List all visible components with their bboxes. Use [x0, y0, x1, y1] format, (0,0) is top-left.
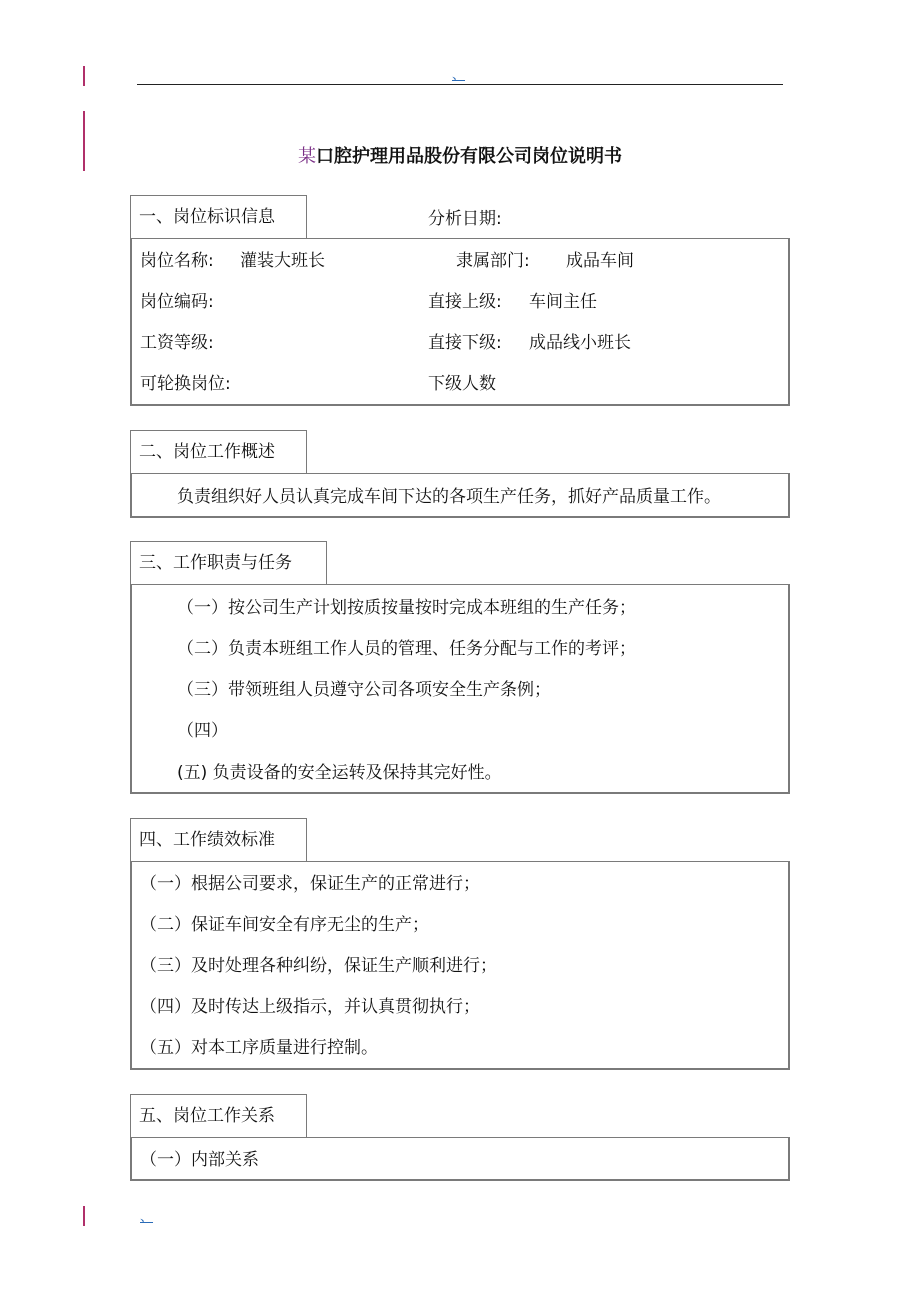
- sub-count-label: 下级人数: [428, 374, 496, 394]
- section4-item: （一）根据公司要求，保证生产的正常进行；: [140, 874, 480, 894]
- section3-item: （四）: [177, 721, 228, 741]
- title-first-char: 某: [298, 146, 316, 167]
- section3-item: (五) 负责设备的安全运转及保持其完好性。: [177, 763, 502, 783]
- subordinate-label: 直接下级:: [428, 333, 502, 353]
- header-rule: [137, 84, 783, 85]
- post-name-label: 岗位名称:: [140, 251, 214, 271]
- page-title: [0, 142, 920, 168]
- section4-item: （三）及时处理各种纠纷，保证生产顺利进行；: [140, 956, 497, 976]
- section4-heading: 四、工作绩效标准: [130, 818, 307, 861]
- superior-value: 车间主任: [529, 292, 597, 312]
- section4-item: （五）对本工序质量进行控制。: [140, 1038, 378, 1058]
- title-rest: 口腔护理用品股份有限公司岗位说明书: [316, 146, 622, 167]
- subordinate-value: 成品线小班长: [529, 333, 631, 353]
- post-code-label: 岗位编码:: [140, 292, 214, 312]
- margin-mark-top: [83, 66, 85, 86]
- department-value: 成品车间: [566, 251, 634, 271]
- section1-heading: 一、岗位标识信息: [130, 195, 307, 238]
- footer-mark: 、: [140, 1210, 154, 1225]
- section3-item: （一）按公司生产计划按质按量按时完成本班组的生产任务；: [177, 598, 636, 618]
- section5-heading: 五、岗位工作关系: [130, 1094, 307, 1137]
- section4-item: （四）及时传达上级指示，并认真贯彻执行；: [140, 997, 480, 1017]
- header-mark: 、: [452, 68, 466, 83]
- department-label: 隶属部门:: [456, 251, 530, 271]
- section5-item: （一）内部关系: [140, 1150, 259, 1170]
- section3-item: （二）负责本班组工作人员的管理、任务分配与工作的考评；: [177, 639, 636, 659]
- section3-heading: 三、工作职责与任务: [130, 541, 327, 584]
- section3-item: （三）带领班组人员遵守公司各项安全生产条例；: [177, 680, 551, 700]
- section2-heading: 二、岗位工作概述: [130, 430, 307, 473]
- analysis-date-label: 分析日期:: [428, 209, 502, 229]
- salary-label: 工资等级:: [140, 333, 214, 353]
- section2-text: 负责组织好人员认真完成车间下达的各项生产任务，抓好产品质量工作。: [177, 487, 721, 507]
- margin-mark-bottom: [83, 1206, 85, 1226]
- section4-item: （二）保证车间安全有序无尘的生产；: [140, 915, 429, 935]
- superior-label: 直接上级:: [428, 292, 502, 312]
- post-name-value: 灌装大班长: [240, 251, 325, 271]
- rotation-label: 可轮换岗位:: [140, 374, 231, 394]
